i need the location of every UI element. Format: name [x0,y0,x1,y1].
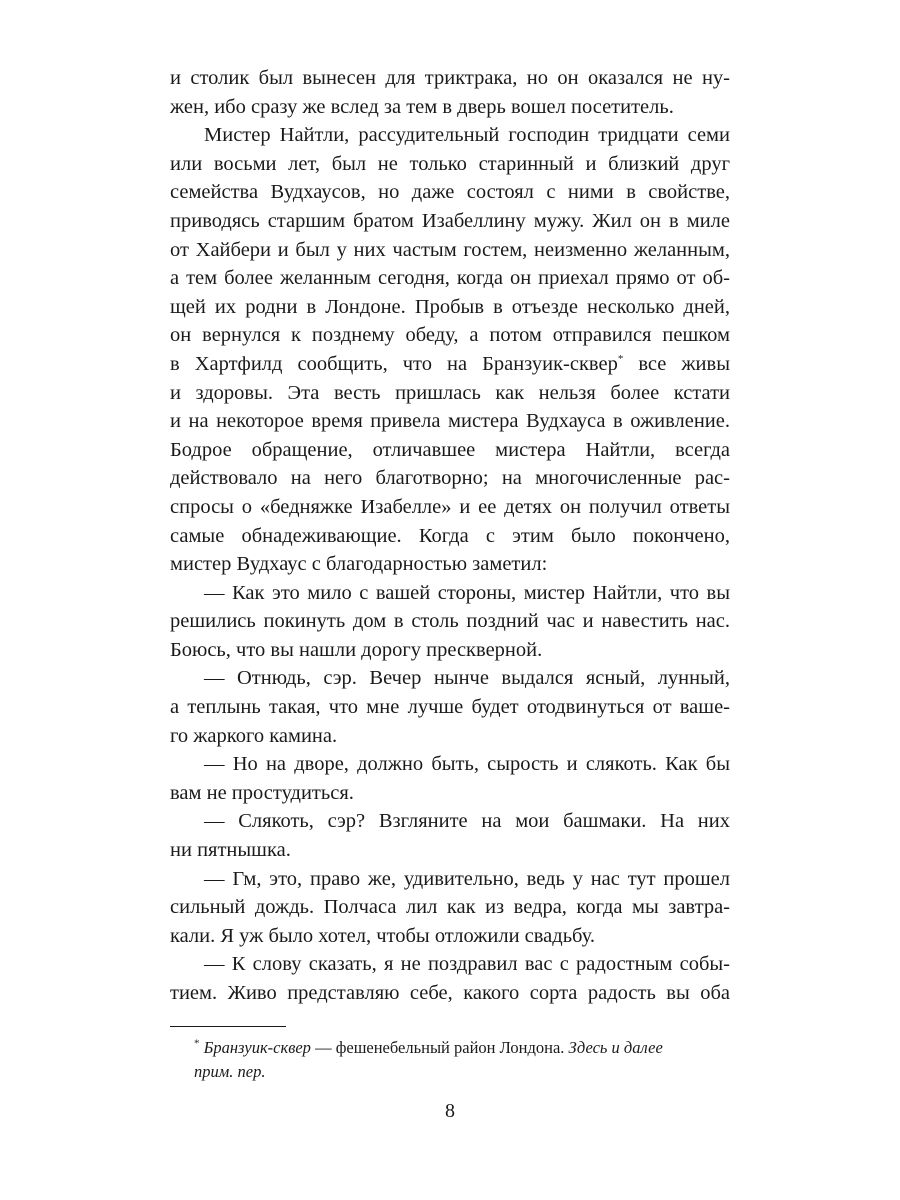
text-line [170,350,730,379]
text-line: — Гм, это, право же, удивительно, ведь у нас тут прошел [204,867,730,890]
text-line: и на некоторое время привела мистера Вудхауса в оживление. [170,410,730,433]
footnote-line [170,1060,730,1084]
text-line: ни пятнышка. [170,839,291,862]
text-line: — Слякоть, сэр? Взгляните на мои башмаки. На них [204,810,730,833]
text-fragment: все живы [623,352,730,375]
text-line: тием. Живо представляю себе, какого сорта радость вы оба [170,982,730,1004]
text-line: а тем более желанным сегодня, когда он приехал прямо от об- [170,267,730,290]
footnote-line [170,1036,730,1060]
main-text [170,64,730,1008]
text-fragment: в Хартфилд сообщить, что на Бранзуик-сквер [170,352,618,375]
text-line: семейства Вудхаусов, но даже состоял с ними в свойстве, [170,181,730,204]
text-line: мистер Вудхаус с благодарностью заметил: [170,553,548,576]
text-line: или восьми лет, был не только старинный и близкий друг [170,152,730,175]
footnote-note: прим. пер. [194,1062,266,1081]
footnote-mark: * [194,1037,200,1050]
text-line: сильный дождь. Полчаса лил как из ведра, когда мы завтра- [170,896,730,919]
text-line: кали. Я уж было хотел, чтобы отложили свадьбу. [170,924,596,947]
text-line: а теплынь такая, что мне лучше будет отодвинуться от ваше- [170,696,730,719]
text-line: — Отнюдь, сэр. Вечер нынче выдался ясный, лунный, [204,667,730,690]
text-line: жен, ибо сразу же вслед за тем в дверь вошел посетитель. [170,95,674,118]
text-line: решились покинуть дом в столь поздний час и навестить нас. [170,610,730,633]
text-line: спросы о «бедняжке Изабелле» и ее детях он получил ответы [170,495,730,518]
text-line: приводясь старшим братом Изабеллину мужу. Жил он в миле [170,209,730,232]
footnote-term: Бранзуик-сквер [203,1038,311,1057]
footnote-divider [170,1026,286,1027]
text-line: и здоровы. Эта весть пришлась как нельзя более кстати [170,381,730,404]
footnote-reference: * [617,353,624,366]
text-line: щей их родни в Лондоне. Пробыв в отъезде несколько дней, [170,295,730,318]
text-line: вам не простудиться. [170,781,354,804]
footnote-text: — фешенебельный район Лондона. [310,1038,569,1057]
text-line: — Но на дворе, должно быть, сырость и слякоть. Как бы [204,753,730,776]
text-line: — Как это мило с вашей стороны, мистер Найтли, что вы [204,581,730,604]
text-line: Бодрое обращение, отличавшее мистера Найтли, всегда [170,438,730,461]
text-line: Мистер Найтли, рассудительный господин тридцати семи [204,124,730,147]
text-line: действовало на него благотворно; на многочисленные рас- [170,467,730,490]
text-line: и столик был вынесен для триктрака, но он оказался не ну- [170,67,730,89]
text-line: он вернулся к позднему обеду, а потом отправился пешком [170,324,730,347]
text-line: — К слову сказать, я не поздравил вас с радостным собы- [204,953,730,976]
text-line: Боюсь, что вы нашли дорогу прескверной. [170,638,543,661]
page-number: 8 [445,1100,455,1122]
text-line: от Хайбери и был у них частым гостем, неизменно желанным, [170,238,730,261]
footnote-note: Здесь и далее [568,1038,663,1057]
footnote [170,1036,730,1084]
text-line: го жаркого камина. [170,724,338,747]
text-line: самые обнадеживающие. Когда с этим было покончено, [170,524,730,547]
